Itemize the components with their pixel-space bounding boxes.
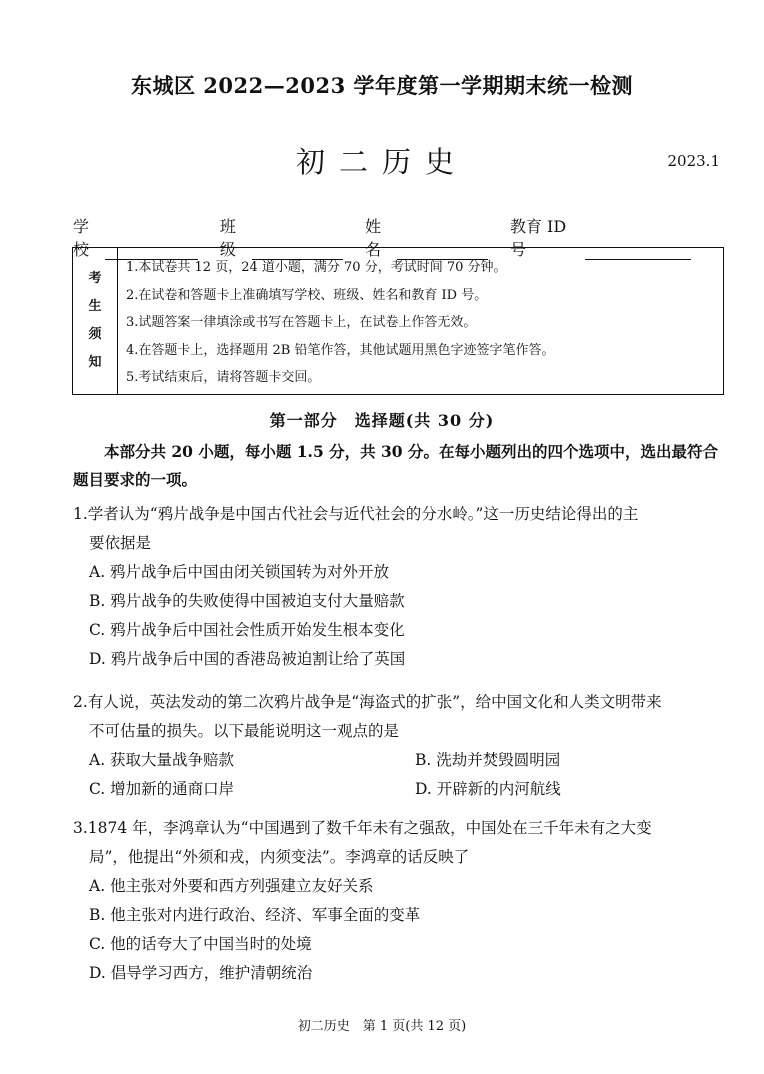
notice-item: 1.本试卷共 12 页，24 道小题，满分 70 分，考试时间 70 分钟。 (126, 260, 507, 275)
option-a[interactable]: A. 获取大量战争赔款 (89, 751, 235, 769)
option-c[interactable]: C. 他的话夸大了中国当时的处境 (89, 935, 312, 953)
field-class-label: 班级 (219, 217, 236, 259)
option-b[interactable]: B. 他主张对内进行政治、经济、军事全面的变革 (89, 906, 421, 924)
option-d[interactable]: D. 鸦片战争后中国的香港岛被迫割让给了英国 (89, 650, 406, 668)
field-name-label: 姓名 (364, 217, 381, 259)
notice-heading-char: 考 (88, 271, 102, 286)
option-a[interactable]: A. 他主张对外要和西方列强建立友好关系 (89, 877, 374, 895)
option-row (73, 775, 725, 804)
question-stem: 1.学者认为“鸦片战争是中国古代社会与近代社会的分水岭。”这一历史结论得出的主 (73, 505, 639, 523)
question-stem: 2.有人说，英法发动的第二次鸦片战争是“海盗式的扩张”，给中国文化和人类文明带来 (73, 693, 662, 711)
subject-title: 初二历史 (295, 145, 468, 179)
section-intro: 本部分共 20 小题，每小题 1.5 分，共 30 分。在每小题列出的四个选项中，选出最符合题目要求的一项。 (73, 442, 718, 489)
option-d[interactable]: D. 倡导学习西方，维护清朝统治 (89, 964, 313, 982)
option-b[interactable]: B. 鸦片战争的失败使得中国被迫支付大量赔款 (89, 592, 405, 610)
notice-heading-char: 须 (88, 327, 102, 342)
option-b[interactable]: B. 洗劫并焚毁圆明园 (415, 751, 561, 769)
option-row (73, 746, 725, 775)
question-stem-cont: 局”，他提出“外须和戎，内须变法”。李鸿章的话反映了 (89, 848, 470, 866)
option-c[interactable]: C. 鸦片战争后中国社会性质开始发生根本变化 (89, 621, 405, 639)
notice-heading (73, 248, 118, 394)
exam-date: 2023.1 (667, 152, 720, 170)
section-heading: 第一部分 选择题(共 30 分) (269, 411, 495, 430)
question-stem: 3.1874 年，李鸿章认为“中国遇到了数千年未有之强敌，中国处在三千年未有之大变 (73, 819, 652, 837)
question-stem-cont: 要依据是 (89, 534, 152, 552)
exam-notice-box (72, 247, 724, 395)
option-a[interactable]: A. 鸦片战争后中国由闭关锁国转为对外开放 (89, 563, 390, 581)
notice-item: 2.在试卷和答题卡上准确填写学校、班级、姓名和教育 ID 号。 (126, 287, 488, 303)
notice-item: 5.考试结束后，请将答题卡交回。 (126, 370, 321, 385)
option-d[interactable]: D. 开辟新的内河航线 (415, 780, 561, 798)
question-stem-cont: 不可估量的损失。以下最能说明这一观点的是 (89, 722, 400, 740)
field-school-label: 学校 (73, 217, 90, 259)
notice-item: 4.在答题卡上，选择题用 2B 铅笔作答，其他试题用黑色字迹签字笔作答。 (126, 342, 555, 358)
question-2 (73, 688, 725, 804)
option-c[interactable]: C. 增加新的通商口岸 (89, 780, 235, 798)
notice-heading-char: 知 (88, 355, 102, 370)
question-1 (73, 500, 725, 674)
exam-title: 东城区 2022—2023 学年度第一学期期末统一检测 (130, 73, 633, 98)
field-edu-id-label: 教育 ID 号 (509, 217, 567, 259)
notice-heading-char: 生 (88, 299, 102, 314)
page-footer: 初二历史 第 1 页(共 12 页) (297, 1019, 467, 1034)
notice-list (118, 248, 555, 394)
notice-item: 3.试题答案一律填涂或书写在答题卡上，在试卷上作答无效。 (126, 315, 477, 330)
question-3 (73, 814, 725, 988)
